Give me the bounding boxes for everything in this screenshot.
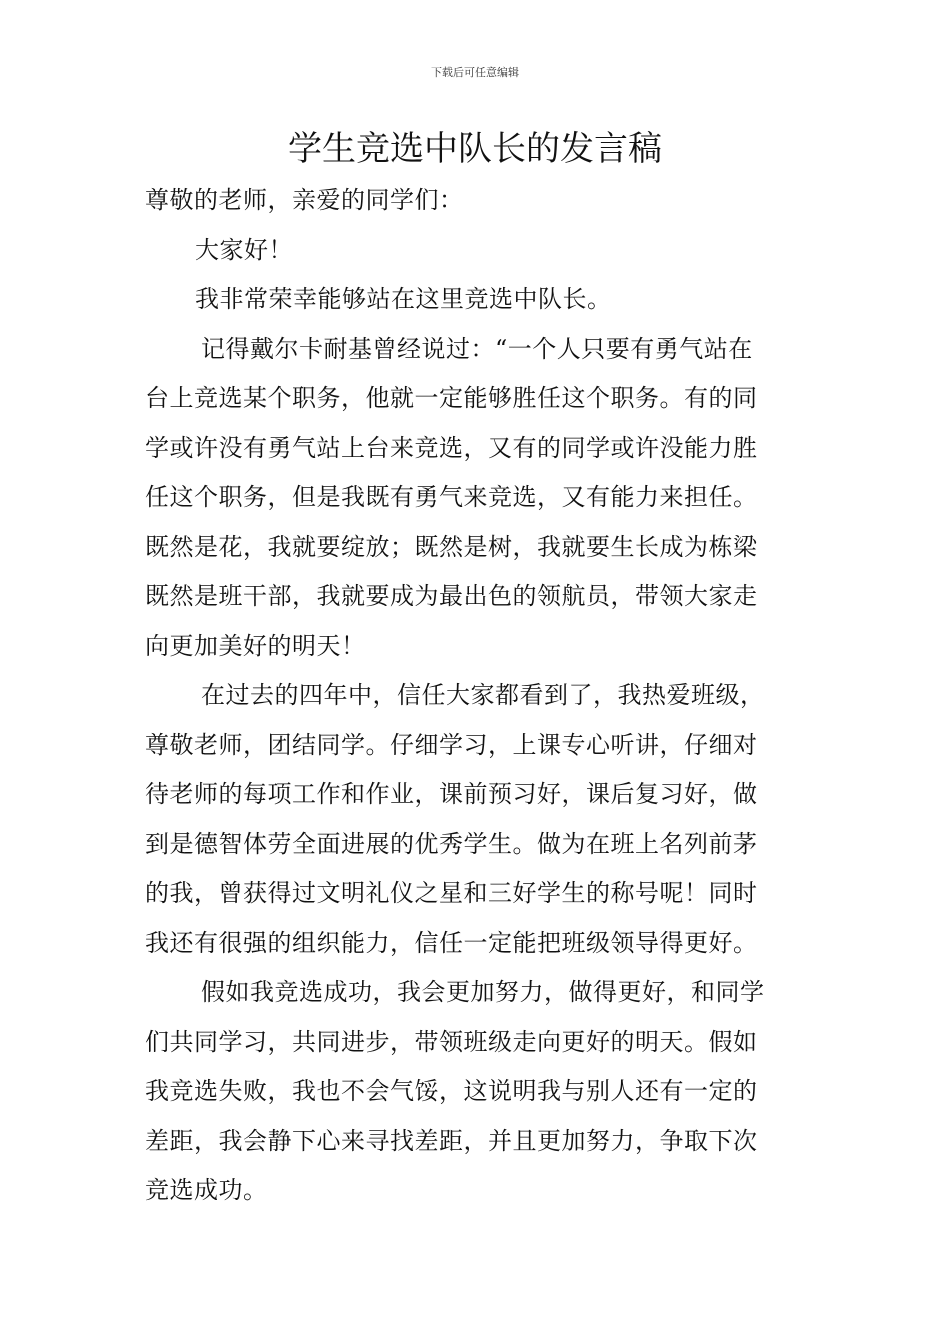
paragraph-2-line: 尊敬老师，团结同学。仔细学习，上课专心听讲，仔细对: [145, 730, 758, 759]
paragraph-2-line: 待老师的每项工作和作业，课前预习好，课后复习好，做: [145, 780, 758, 808]
paragraph-3-line: 们共同学习，共同进步，带领班级走向更好的明天。假如: [145, 1027, 758, 1056]
salutation: 尊敬的老师，亲爱的同学们：: [145, 186, 464, 214]
document-title: 学生竞选中队长的发言稿: [288, 129, 662, 169]
paragraph-2-line: 的我，曾获得过文明礼仪之星和三好学生的称号呢！同时: [145, 879, 758, 907]
paragraph-2-line: 在过去的四年中，信任大家都看到了，我热爱班级，: [201, 681, 765, 709]
paragraph-1-line: 既然是花，我就要绽放；既然是树，我就要生长成为栋梁: [145, 532, 758, 561]
paragraph-3-line: 竞选成功。: [145, 1176, 268, 1204]
document-body: [145, 176, 809, 1216]
paragraph-2-line: 我还有很强的组织能力，信任一定能把班级领导得更好。: [145, 928, 758, 957]
paragraph-3-line: 假如我竞选成功，我会更加努力，做得更好，和同学: [201, 978, 765, 1006]
paragraph-1-line: 任这个职务，但是我既有勇气来竞选，又有能力来担任。: [145, 483, 758, 511]
paragraph-1-line: 台上竞选某个职务，他就一定能够胜任这个职务。有的同: [145, 384, 758, 412]
greeting: 大家好！: [195, 235, 293, 264]
paragraph-3-line: 差距，我会静下心来寻找差距，并且更加努力，争取下次: [145, 1126, 758, 1155]
paragraph-1-line: 学或许没有勇气站上台来竞选，又有的同学或许没能力胜: [145, 433, 758, 462]
paragraph-2-line: 到是德智体劳全面进展的优秀学生。做为在班上名列前茅: [145, 829, 758, 858]
paragraph-1-line: 既然是班干部，我就要成为最出色的领航员，带领大家走: [145, 582, 758, 610]
paragraph-3-line: 我竞选失败，我也不会气馁，这说明我与别人还有一定的: [145, 1077, 758, 1105]
header-note: 下载后可任意编辑: [431, 66, 519, 79]
paragraph-1-line: 记得戴尔卡耐基曾经说过：“一个人只要有勇气站在: [201, 334, 753, 363]
paragraph-1-line: 向更加美好的明天！: [145, 631, 366, 660]
intro-line: 我非常荣幸能够站在这里竞选中队长。: [195, 285, 612, 313]
